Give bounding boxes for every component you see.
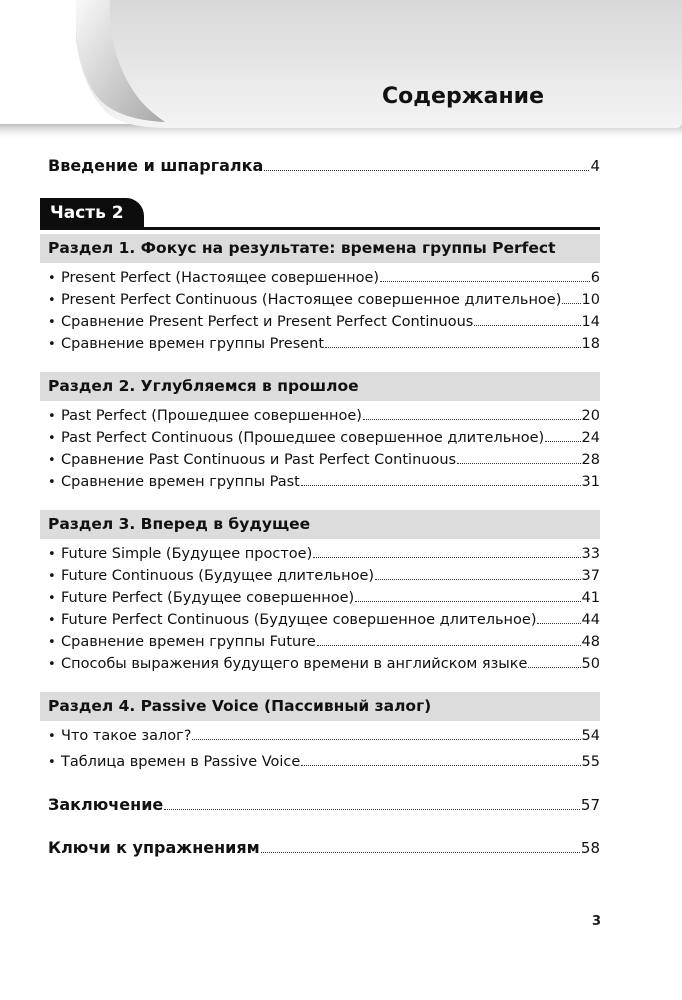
toc-item-label: Что такое залог? [61,728,192,744]
dot-leader [380,277,590,282]
toc-item-page: 50 [581,656,600,672]
toc-keys[interactable] [48,838,600,857]
toc-item-label: Сравнение Present Perfect и Present Perfect Continuous [61,314,474,330]
toc-item[interactable] [48,270,600,286]
toc-item-page: 6 [590,270,600,286]
bullet: • [48,431,56,446]
toc-item[interactable] [48,656,600,672]
dot-leader [264,166,589,171]
toc-item[interactable] [48,314,600,330]
bullet: • [48,293,56,308]
bullet: • [48,657,56,672]
dot-leader [545,437,580,442]
bullet: • [48,635,56,650]
dot-leader [528,663,580,668]
dot-leader [457,459,580,464]
toc-item[interactable] [48,430,600,446]
toc-intro[interactable] [48,156,600,175]
bullet: • [48,755,56,770]
dot-leader [301,761,580,766]
page-title: Содержание [382,84,544,109]
toc-item-label: Future Perfect Continuous (Будущее совершенное длительное) [61,612,537,628]
section-4-header: Раздел 4. Passive Voice (Пассивный залог) [40,692,600,721]
toc-item-label: Present Perfect (Настоящее совершенное) [61,270,380,286]
dot-leader [261,848,580,853]
bullet: • [48,547,56,562]
toc-conclusion-label: Заключение [48,795,164,814]
toc-item-page: 48 [581,634,600,650]
toc-intro-label: Введение и шпаргалка [48,156,264,175]
toc-item[interactable] [48,474,600,490]
toc-item[interactable] [48,336,600,352]
toc-item-label: Сравнение времен группы Future [61,634,316,650]
toc-keys-label: Ключи к упражнениям [48,838,260,857]
toc-item-page: 18 [581,336,600,352]
toc-item-page: 41 [581,590,600,606]
page-number: 3 [592,914,602,929]
section-1-header: Раздел 1. Фокус на результате: времена группы Perfect [40,234,600,263]
toc-item-page: 54 [581,728,600,744]
toc-item-label: Present Perfect Continuous (Настоящее совершенное длительное) [61,292,562,308]
bullet: • [48,409,56,424]
toc-item[interactable] [48,292,600,308]
section-2-header: Раздел 2. Углубляемся в прошлое [40,372,600,401]
dot-leader [192,735,580,740]
toc-item-label: Сравнение времен группы Past [61,474,300,490]
part-divider [40,227,600,230]
dot-leader [474,321,580,326]
toc-item-label: Past Perfect (Прошедшее совершенное) [61,408,362,424]
bullet: • [48,315,56,330]
toc-item-label: Future Simple (Будущее простое) [61,546,313,562]
toc-item-page: 14 [581,314,600,330]
bullet: • [48,591,56,606]
toc-item-label: Способы выражения будущего времени в английском языке [61,656,528,672]
toc-item-page: 31 [581,474,600,490]
toc-intro-page: 4 [590,157,600,175]
toc-item-page: 10 [581,292,600,308]
toc-item-page: 44 [581,612,600,628]
bullet: • [48,569,56,584]
dot-leader [562,299,580,304]
toc-item[interactable] [48,408,600,424]
dot-leader [325,343,581,348]
dot-leader [537,619,580,624]
dot-leader [355,597,580,602]
header-banner [0,0,682,150]
toc-keys-page: 58 [580,839,600,857]
toc-item-page: 20 [581,408,600,424]
dot-leader [164,805,580,810]
toc-item-page: 24 [581,430,600,446]
toc-item[interactable] [48,452,600,468]
dot-leader [313,553,580,558]
toc-item-page: 33 [581,546,600,562]
bullet: • [48,613,56,628]
bullet: • [48,475,56,490]
toc-item-page: 55 [581,754,600,770]
bullet: • [48,729,56,744]
toc-item[interactable] [48,612,600,628]
dot-leader [363,415,581,420]
bullet: • [48,453,56,468]
bullet: • [48,337,56,352]
toc-item-label: Past Perfect Continuous (Прошедшее совершенное длительное) [61,430,545,446]
toc-item-label: Таблица времен в Passive Voice [61,754,301,770]
toc-item-label: Сравнение времен группы Present [61,336,325,352]
toc-item-page: 37 [581,568,600,584]
dot-leader [317,641,581,646]
toc-conclusion[interactable] [48,795,600,814]
toc-item-label: Сравнение Past Continuous и Past Perfect Continuous [61,452,457,468]
bullet: • [48,271,56,286]
toc-item[interactable] [48,590,600,606]
toc-item-label: Future Perfect (Будущее совершенное) [61,590,355,606]
toc-item[interactable] [48,568,600,584]
toc-item-label: Future Continuous (Будущее длительное) [61,568,375,584]
toc-conclusion-page: 57 [580,796,600,814]
toc-item[interactable] [48,546,600,562]
toc-item[interactable] [48,754,600,770]
dot-leader [301,481,581,486]
section-3-header: Раздел 3. Вперед в будущее [40,510,600,539]
toc-item[interactable] [48,634,600,650]
toc-item-page: 28 [581,452,600,468]
dot-leader [375,575,581,580]
part-tab: Часть 2 [40,198,144,228]
toc-item[interactable] [48,728,600,744]
